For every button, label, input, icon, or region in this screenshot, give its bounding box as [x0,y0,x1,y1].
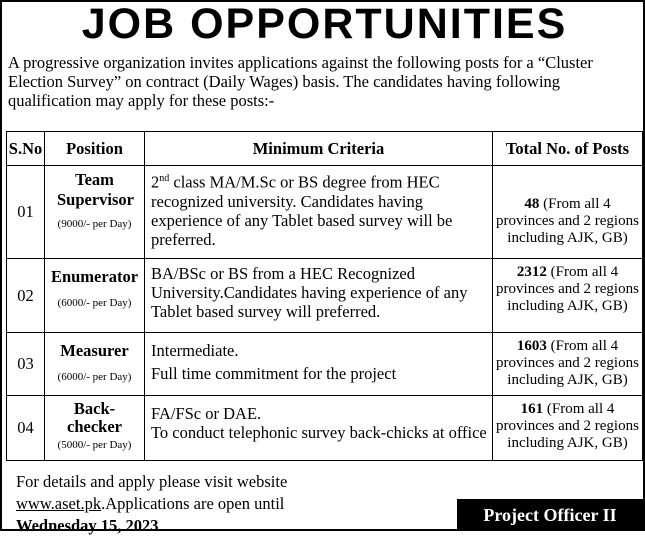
post-count: 161 [520,401,544,417]
criteria-text: class MA/M.Sc or BS degree from HEC recognized university. Candidates having experience of any Tablet based survey will be preferred. [151,172,453,249]
criteria-line: FA/FSc or DAE. [151,404,262,423]
position-pay: (6000/- per Day) [57,297,132,309]
position-name: Measurer [60,341,129,360]
row-sno: 03 [7,333,45,396]
criteria-line: Full time commitment for the project [151,364,397,383]
table-header-row [7,132,643,166]
row-position [45,333,145,396]
post-count: 1603 [516,338,547,354]
post-count: 2312 [516,264,547,280]
table-row [7,333,643,396]
criteria-line: To conduct telephonic survey back-chicks at office [151,423,487,442]
signature-box: Project Officer II [457,499,643,531]
footer-text [16,471,456,537]
row-posts [493,333,643,396]
post-count-note: (From all 4 provinces and 2 regions including AJK, GB) [496,264,639,314]
post-count-note: (From all 4 provinces and 2 regions including AJK, GB) [496,401,639,451]
position-pay: (6000/- per Day) [57,371,132,383]
row-criteria: BA/BSc or BS from a HEC Recognized University.Candidates having experience of any Tablet based survey will preferred. [145,259,493,333]
header-position: Position [45,132,145,166]
row-posts [493,396,643,461]
table-row [7,166,643,259]
position-name: Back-checker [67,399,122,436]
criteria-prefix: 2 [151,172,160,192]
header-criteria: Minimum Criteria [145,132,493,166]
table-row [7,396,643,461]
post-count: 48 [524,196,540,212]
footer-text-1: For details and apply please visit website [16,472,288,491]
position-pay: (5000/- per Day) [57,439,132,451]
page-title: JOB OPPORTUNITIES [81,0,568,48]
row-position [45,259,145,333]
row-sno: 02 [7,259,45,333]
position-pay: (9000/- per Day) [57,218,132,230]
deadline-date: Wednesday 15, 2023 [16,516,159,535]
row-posts [493,166,643,259]
criteria-line: Intermediate. [151,341,239,360]
row-sno: 04 [7,396,45,461]
row-sno: 01 [7,166,45,259]
header-posts: Total No. of Posts [493,132,643,166]
table-row [7,259,643,333]
footer-text-3: . [158,516,163,535]
posts-table [6,131,643,461]
post-count-note: (From all 4 provinces and 2 regions including AJK, GB) [496,338,639,388]
row-position [45,166,145,259]
footer-text-2: .Applications are open until [101,494,285,513]
intro-paragraph: A progressive organization invites applications against the following posts for a “Cluster Election Survey” on contract (Daily Wages) basis. The candidates having following qualification may apply for these posts:- [8,53,593,110]
header-sno: S.No [7,132,45,166]
row-criteria [145,166,493,259]
post-count-note: (From all 4 provinces and 2 regions including AJK, GB) [496,196,639,246]
row-position [45,396,145,461]
row-criteria [145,333,493,396]
row-posts [493,259,643,333]
website-link[interactable]: www.aset.pk [16,494,102,513]
criteria-superscript: nd [159,173,170,184]
row-criteria [145,396,493,461]
position-name: Enumerator [50,267,139,286]
position-name: Team Supervisor [57,170,135,209]
